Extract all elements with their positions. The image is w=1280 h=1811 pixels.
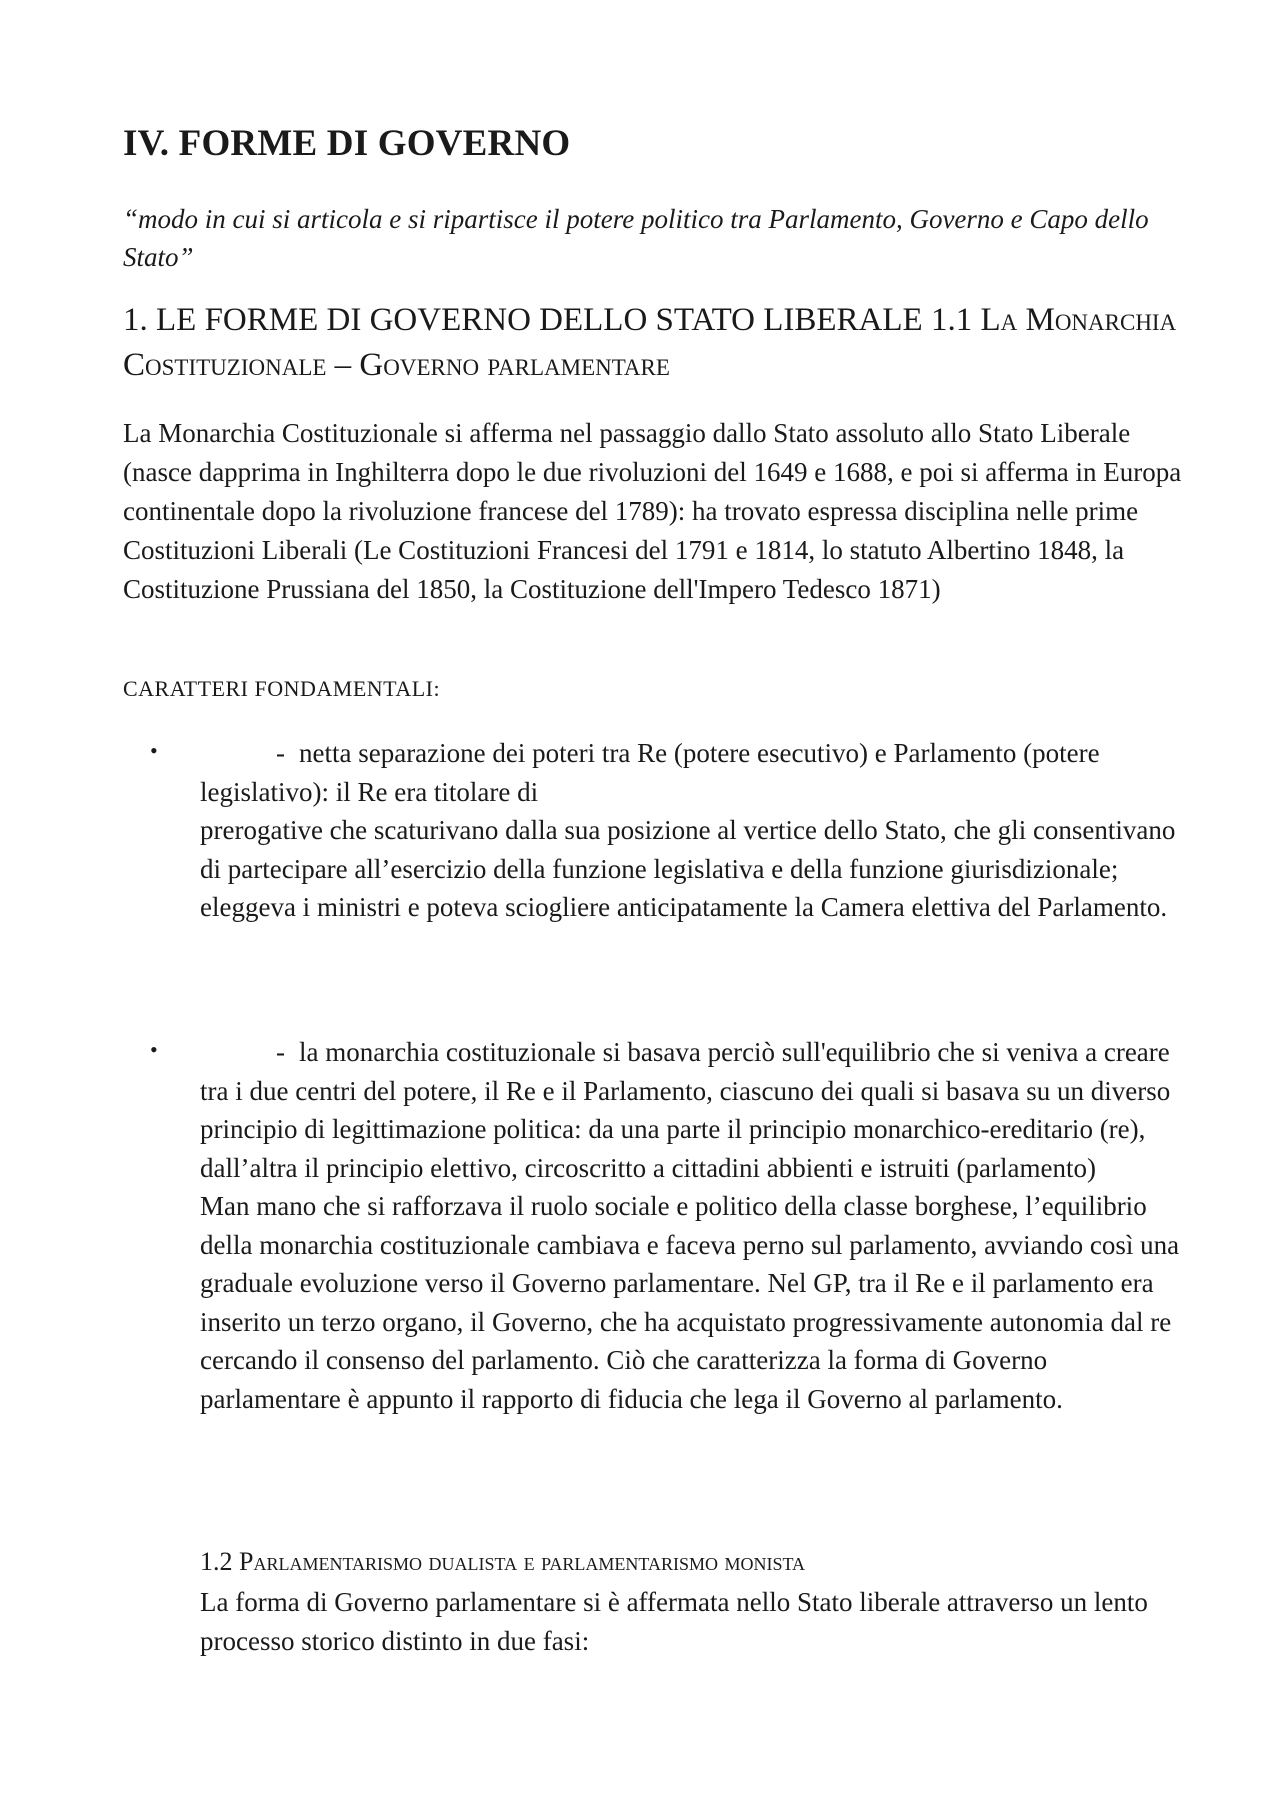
subsection-title: Parlamentarismo dualista e parlamentarismo monista (239, 1547, 806, 1576)
list-item-text: netta separazione dei poteri tra Re (potere esecutivo) e Parlamento (potere legislativo): il Re era titolare di (200, 738, 1100, 807)
list-item-first (200, 1033, 1180, 1187)
page-title: IV. FORME DI GOVERNO (123, 123, 571, 164)
list-item-continuation: Man mano che si rafforzava il ruolo sociale e politico della classe borghese, l’equilibrio della monarchia costituzionale cambiava e faceva perno sul parlamento, avviando così una graduale evoluzione verso il Governo parlamentare. Nel GP, tra il Re e il parlamento era inserito un terzo organo, il Governo, che ha acquistato progressivamente autonomia dal re cercando il consenso del parlamento. Ciò che caratterizza la forma di Governo parlamentare è appunto il rapporto di fiducia che lega il Governo al parlamento. (200, 1191, 1180, 1414)
subsection-title: La Monarchia Costituzionale – Governo parlamentare (123, 302, 1177, 383)
bullet-marker: • (150, 738, 158, 763)
dash-marker: - (276, 1037, 285, 1067)
epigraph-quote: “modo in cui si articola e si ripartisce il potere politico tra Parlamento, Governo e Capo dello Stato” (123, 204, 1149, 272)
list-item (200, 734, 1180, 927)
list-item-continuation: prerogative che scaturivano dalla sua posizione al vertice dello Stato, che gli consentivano di partecipare all’esercizio della funzione legislativa e della funzione giurisdizionale; eleggeva i ministri e poteva sciogliere anticipatamente la Camera elettiva del Parlamento. (200, 815, 1176, 922)
bullet-marker: • (150, 1037, 158, 1062)
list-item-first (200, 734, 1180, 811)
list-item (200, 1033, 1180, 1418)
section-heading (123, 298, 1183, 388)
subsection-heading (200, 1543, 805, 1581)
subsection-number: 1.1 (930, 302, 973, 338)
list-item-text: la monarchia costituzionale si basava perciò sull'equilibrio che si veniva a creare tra i due centri del potere, il Re e il Parlamento, ciascuno dei quali si basava su un diverso principio di legittimazione politica: da una parte il principio monarchico-ereditario (re), dall’altra il principio elettivo, circoscritto a cittadini abbienti e istruiti (parlamento) (200, 1037, 1171, 1183)
subsection-number: 1.2 (200, 1547, 233, 1576)
intro-paragraph: La Monarchia Costituzionale si afferma nel passaggio dallo Stato assoluto allo Stato Liberale (nasce dapprima in Inghilterra dopo le due rivoluzioni del 1649 e 1688, e poi si afferma in Europa continentale dopo la rivoluzione francese del 1789): ha trovato espressa disciplina nelle prime Costituzioni Liberali (Le Costituzioni Francesi del 1791 e 1814, lo statuto Albertino 1848, la Costituzione Prussiana del 1850, la Costituzione dell'Impero Tedesco 1871) (123, 418, 1182, 604)
characteristics-label: CARATTERI FONDAMENTALI: (123, 676, 441, 701)
closing-paragraph: La forma di Governo parlamentare si è affermata nello Stato liberale attraverso un lento processo storico distinto in due fasi: (200, 1587, 1148, 1656)
section-title: 1. LE FORME DI GOVERNO DELLO STATO LIBERALE (123, 302, 923, 338)
dash-marker: - (276, 738, 285, 768)
